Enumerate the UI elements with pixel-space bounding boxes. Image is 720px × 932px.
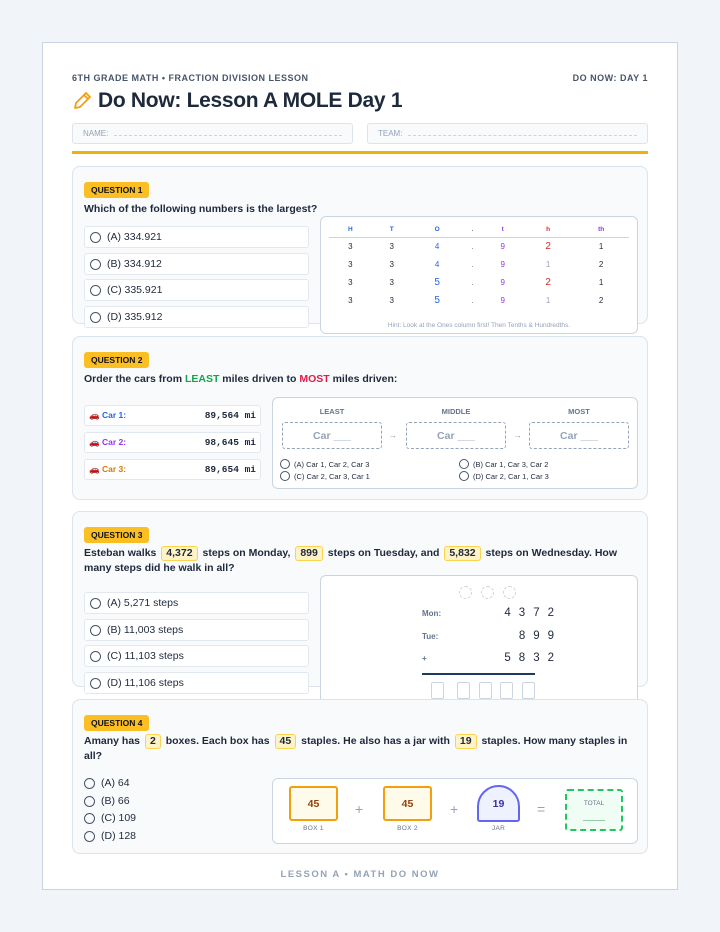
- column-header: h: [523, 223, 573, 237]
- table-row: [329, 255, 629, 273]
- most-word: MOST: [299, 373, 330, 385]
- course-label: 6TH GRADE MATH • FRACTION DIVISION LESSON: [72, 73, 309, 83]
- table-cell: 4: [434, 259, 440, 269]
- car-label: Car 1:: [101, 410, 127, 420]
- question-text: Which of the following numbers is the largest?: [84, 203, 318, 215]
- option-label: (A) 334.921: [107, 231, 162, 243]
- place-value-table: [329, 223, 629, 309]
- table-cell: 3: [348, 241, 353, 251]
- radio-icon: [84, 778, 95, 789]
- total-blank: ____: [582, 811, 606, 822]
- arrow-right-icon: →: [388, 430, 397, 440]
- option-label: (C) 109: [101, 812, 137, 824]
- row-digits: 899: [518, 630, 562, 642]
- option-label: (B) 11,003 steps: [107, 624, 184, 636]
- option-label: (D) 11,106 steps: [107, 677, 184, 689]
- number-highlight: 2: [145, 734, 161, 749]
- slot-label-middle: MIDDLE: [441, 407, 471, 416]
- option-a[interactable]: [84, 226, 309, 248]
- option-a[interactable]: [280, 459, 369, 469]
- jar-label: JAR: [491, 825, 506, 832]
- number-highlight: 19: [455, 734, 477, 749]
- car-row-2: [84, 432, 261, 453]
- total-label: TOTAL: [583, 800, 605, 807]
- option-c[interactable]: [84, 279, 309, 301]
- answer-digit-box[interactable]: [522, 682, 535, 699]
- option-d[interactable]: [459, 471, 549, 481]
- answer-digit-box[interactable]: [431, 682, 444, 699]
- question-text: Order the cars from LEAST miles driven to MOST miles driven:: [84, 373, 398, 385]
- option-c[interactable]: [84, 645, 309, 667]
- option-label: (A) 64: [101, 777, 130, 789]
- question-tag: QUESTION 4: [84, 715, 149, 731]
- radio-icon: [90, 259, 101, 270]
- name-field[interactable]: [72, 123, 353, 144]
- team-label: TEAM:: [378, 129, 403, 138]
- ordering-panel: [272, 397, 638, 489]
- slot-least[interactable]: Car ___: [282, 422, 382, 449]
- option-c[interactable]: [280, 471, 370, 481]
- option-c[interactable]: [84, 812, 136, 824]
- table-cell: 3: [389, 241, 394, 251]
- table-row: [329, 273, 629, 291]
- plus-sign: +: [355, 801, 364, 817]
- question-tag: QUESTION 2: [84, 352, 149, 368]
- number-highlight: 4,372: [161, 546, 197, 561]
- table-cell: 9: [500, 277, 505, 287]
- answer-digit-box[interactable]: [479, 682, 492, 699]
- least-word: LEAST: [184, 373, 220, 385]
- slot-middle[interactable]: Car ___: [406, 422, 506, 449]
- column-header: T: [372, 223, 412, 237]
- radio-icon: [280, 471, 290, 481]
- table-cell: 9: [500, 241, 505, 251]
- table-cell: .: [471, 259, 474, 269]
- row-digits: 4372: [504, 607, 562, 619]
- table-cell: 3: [389, 277, 394, 287]
- question-tag: QUESTION 3: [84, 527, 149, 543]
- slot-most[interactable]: Car ___: [529, 422, 629, 449]
- place-value-chart: [320, 216, 638, 334]
- column-header: O: [412, 223, 462, 237]
- table-cell: 5: [434, 276, 440, 288]
- number-highlight: 5,832: [444, 546, 480, 561]
- option-d[interactable]: [84, 672, 309, 694]
- table-cell: 4: [434, 241, 440, 251]
- pencil-icon: [72, 91, 92, 111]
- option-b[interactable]: [84, 795, 130, 807]
- arrow-right-icon: →: [513, 430, 522, 440]
- radio-icon: [90, 598, 101, 609]
- slot-label-most: MOST: [568, 407, 590, 416]
- radio-icon: [84, 831, 95, 842]
- table-cell: 9: [500, 259, 505, 269]
- option-label: (C) Car 2, Car 3, Car 1: [294, 471, 370, 481]
- radio-icon: [90, 651, 101, 662]
- column-header: th: [573, 223, 629, 237]
- option-label: (B) 66: [101, 795, 130, 807]
- option-label: (C) 11,103 steps: [107, 650, 184, 662]
- carry-circle[interactable]: [481, 586, 494, 599]
- table-cell: .: [471, 295, 474, 305]
- option-label: (D) 335.912: [107, 311, 163, 323]
- table-cell: 3: [389, 259, 394, 269]
- divider: [72, 151, 648, 154]
- radio-icon: [280, 459, 290, 469]
- row-label: Mon:: [422, 609, 442, 618]
- car-row-3: [84, 459, 261, 480]
- table-cell: 3: [389, 295, 394, 305]
- plus-sign: +: [450, 801, 459, 817]
- table-row: [329, 291, 629, 309]
- table-cell: 1: [545, 259, 551, 269]
- option-label: (B) 334.912: [107, 258, 162, 270]
- carry-circle[interactable]: [459, 586, 472, 599]
- number-highlight: 45: [275, 734, 297, 749]
- option-label: (A) Car 1, Car 2, Car 3: [294, 459, 370, 469]
- car-label: Car 3:: [101, 464, 127, 474]
- jar-icon: 19: [477, 785, 520, 822]
- table-cell: 9: [500, 295, 505, 305]
- car-miles: 89,564 mi: [204, 410, 256, 421]
- radio-icon: [90, 625, 101, 636]
- question-4-card: [72, 699, 648, 854]
- radio-icon: [84, 796, 95, 807]
- addition-workspace: [320, 575, 638, 705]
- addend-row-tue: [422, 630, 562, 642]
- table-cell: 2: [545, 276, 551, 288]
- car-miles: 89,654 mi: [204, 464, 256, 475]
- table-cell: 2: [598, 295, 604, 305]
- row-label: +: [422, 654, 427, 663]
- question-tag: QUESTION 1: [84, 182, 149, 198]
- radio-icon: [459, 459, 469, 469]
- table-cell: 2: [598, 259, 604, 269]
- column-header: H: [329, 223, 372, 237]
- row-digits: 5832: [504, 652, 562, 664]
- table-cell: 3: [348, 295, 353, 305]
- question-2-card: [72, 336, 648, 500]
- radio-icon: [90, 285, 101, 296]
- question-3-card: [72, 511, 648, 687]
- option-a[interactable]: [84, 592, 309, 614]
- title-text: Do Now: Lesson A MOLE Day 1: [98, 89, 403, 112]
- option-d[interactable]: [84, 830, 136, 842]
- table-cell: 2: [545, 240, 551, 252]
- box-1: 45: [289, 786, 338, 821]
- staples-model: [272, 778, 638, 844]
- table-cell: 3: [348, 259, 353, 269]
- number-highlight: 899: [295, 546, 323, 561]
- car-label: Car 2:: [101, 437, 127, 447]
- table-cell: .: [471, 277, 474, 287]
- name-label: NAME:: [83, 129, 109, 138]
- car-miles: 98,645 mi: [204, 437, 256, 448]
- column-header: t: [483, 223, 523, 237]
- sum-line: [422, 673, 535, 675]
- option-label: (B) Car 1, Car 3, Car 2: [473, 459, 549, 469]
- option-b[interactable]: [84, 619, 309, 641]
- car-row-1: [84, 405, 261, 426]
- table-cell: 1: [598, 277, 604, 287]
- car-icon: 🚗: [89, 410, 100, 420]
- addend-row-wed: [422, 652, 562, 664]
- equals-sign: =: [537, 801, 546, 817]
- option-label: (C) 335.921: [107, 284, 163, 296]
- question-text: Amany has 2 boxes. Each box has 45 staples. He also has a jar with 19 staples. How many staples in all?: [84, 735, 628, 762]
- answer-digit-box[interactable]: [500, 682, 513, 699]
- radio-icon: [459, 471, 469, 481]
- table-cell: 5: [434, 294, 440, 306]
- option-b[interactable]: [84, 253, 309, 275]
- answer-digit-box[interactable]: [457, 682, 470, 699]
- option-label: (D) 128: [101, 830, 137, 842]
- addend-row-mon: [422, 607, 562, 619]
- team-field[interactable]: [367, 123, 648, 144]
- box-1-label: BOX 1: [303, 825, 324, 832]
- box-2: 45: [383, 786, 432, 821]
- day-label: DO NOW: DAY 1: [572, 73, 648, 83]
- option-d[interactable]: [84, 306, 309, 328]
- row-label: Tue:: [422, 632, 439, 641]
- box-2-label: BOX 2: [397, 825, 418, 832]
- page-title: [72, 89, 402, 113]
- car-icon: 🚗: [89, 464, 100, 474]
- option-label: (A) 5,271 steps: [107, 597, 179, 609]
- radio-icon: [84, 813, 95, 824]
- header-line: [72, 73, 648, 83]
- hint-text: Hint: Look at the Ones column first! Then Tenths & Hundredths.: [387, 322, 571, 329]
- footer: LESSON A • MATH DO NOW: [280, 869, 440, 880]
- question-1-card: [72, 166, 648, 329]
- table-cell: 1: [598, 241, 604, 251]
- table-row: [329, 237, 629, 255]
- worksheet-page: [42, 42, 678, 890]
- option-a[interactable]: [84, 777, 130, 789]
- option-b[interactable]: [459, 459, 548, 469]
- carry-circle[interactable]: [503, 586, 516, 599]
- question-text: Esteban walks 4,372 steps on Monday, 899 steps on Tuesday, and 5,832 steps on Wednesday. How many steps did he walk in all?: [84, 547, 618, 574]
- table-cell: 1: [545, 295, 551, 305]
- car-icon: 🚗: [89, 437, 100, 447]
- radio-icon: [90, 678, 101, 689]
- radio-icon: [90, 232, 101, 243]
- option-label: (D) Car 2, Car 1, Car 3: [473, 471, 549, 481]
- table-cell: 3: [348, 277, 353, 287]
- radio-icon: [90, 312, 101, 323]
- column-header: .: [462, 223, 482, 237]
- total-box[interactable]: [565, 789, 623, 831]
- slot-label-least: LEAST: [319, 407, 345, 416]
- table-cell: .: [471, 241, 474, 251]
